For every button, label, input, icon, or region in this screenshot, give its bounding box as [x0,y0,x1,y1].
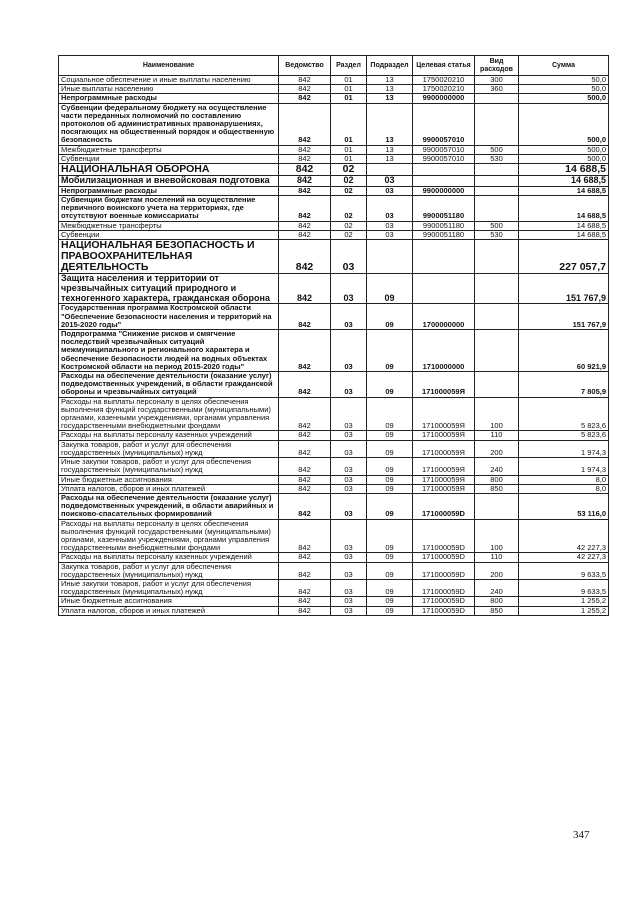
cell-sum: 5 823,6 [519,431,609,440]
cell-section: 02 [331,221,367,230]
header-target: Целевая статья [413,56,475,76]
table-row [59,562,609,579]
cell-sum: 60 921,9 [519,330,609,372]
cell-section: 03 [331,597,367,606]
cell-type [475,176,519,187]
header-subsection: Подраздел [367,56,413,76]
cell-subsection: 09 [367,562,413,579]
cell-type: 110 [475,431,519,440]
cell-sum: 14 688,5 [519,186,609,195]
header-type: Вид расходов [475,56,519,76]
cell-dept: 842 [279,154,331,163]
cell-target: 9900051180 [413,230,475,239]
cell-section: 02 [331,196,367,222]
cell-dept: 842 [279,186,331,195]
cell-sum: 7 805,9 [519,372,609,398]
cell-type: 100 [475,519,519,553]
cell-type [475,196,519,222]
table-row [59,553,609,562]
cell-type: 100 [475,397,519,431]
cell-sum: 50,0 [519,85,609,94]
table-row [59,372,609,398]
header-sum: Сумма [519,56,609,76]
cell-section: 03 [331,240,367,274]
cell-name: Государственная программа Костромской области "Обеспечение безопасности населения и территорий на 2015-2020 годы" [59,304,279,330]
cell-name: НАЦИОНАЛЬНАЯ ОБОРОНА [59,164,279,176]
cell-dept: 842 [279,76,331,85]
cell-dept: 842 [279,475,331,484]
cell-sum: 14 688,5 [519,221,609,230]
table-row [59,94,609,103]
cell-subsection: 13 [367,76,413,85]
cell-subsection: 09 [367,597,413,606]
cell-target: 171000059Я [413,484,475,493]
budget-sheet [58,55,608,616]
cell-type [475,164,519,176]
cell-sum: 5 823,6 [519,397,609,431]
cell-subsection: 09 [367,606,413,615]
cell-subsection: 13 [367,85,413,94]
cell-subsection [367,164,413,176]
cell-sum: 500,0 [519,154,609,163]
cell-name: Иные бюджетные ассигнования [59,475,279,484]
cell-name: Субвенции бюджетам поселений на осуществление первичного воинского учета на территориях, где отсутствуют военные комиссариаты [59,196,279,222]
cell-dept: 842 [279,330,331,372]
cell-target: 171000059D [413,597,475,606]
table-row [59,196,609,222]
cell-section: 01 [331,85,367,94]
table-row [59,397,609,431]
cell-subsection: 03 [367,230,413,239]
cell-type [475,103,519,145]
cell-type [475,240,519,274]
cell-target: 9900000000 [413,186,475,195]
cell-subsection: 09 [367,304,413,330]
cell-section: 01 [331,145,367,154]
table-row [59,274,609,304]
header-section: Раздел [331,56,367,76]
cell-subsection: 09 [367,431,413,440]
cell-dept: 842 [279,372,331,398]
cell-dept: 842 [279,553,331,562]
table-row [59,240,609,274]
cell-name: Расходы на выплаты персоналу в целях обеспечения выполнения функций государственными (муниципальными) органами, казенными учреждениями, органами управления государственными внебюджетными фондами [59,519,279,553]
cell-subsection: 09 [367,397,413,431]
table-row [59,145,609,154]
cell-name: Расходы на обеспечение деятельности (оказание услуг) подведомственных учреждений, в области аварийных и поисково-спасательных формирований [59,493,279,519]
cell-sum: 14 688,5 [519,176,609,187]
cell-name: Иные закупки товаров, работ и услуг для обеспечения государственных (муниципальных) нужд [59,458,279,475]
cell-section: 02 [331,230,367,239]
cell-section: 02 [331,186,367,195]
cell-dept: 842 [279,431,331,440]
table-row [59,458,609,475]
cell-subsection [367,240,413,274]
cell-section: 03 [331,440,367,457]
cell-sum: 9 633,5 [519,562,609,579]
cell-subsection: 09 [367,553,413,562]
cell-target: 171000059Я [413,458,475,475]
cell-section: 03 [331,330,367,372]
cell-subsection: 09 [367,519,413,553]
cell-dept: 842 [279,397,331,431]
cell-type: 800 [475,597,519,606]
cell-sum: 42 227,3 [519,553,609,562]
cell-section: 03 [331,579,367,596]
cell-dept: 842 [279,240,331,274]
cell-type: 850 [475,484,519,493]
cell-subsection: 13 [367,94,413,103]
cell-section: 03 [331,475,367,484]
cell-target: 171000059Я [413,372,475,398]
cell-target: 171000059D [413,562,475,579]
cell-target [413,274,475,304]
cell-dept: 842 [279,606,331,615]
cell-sum: 8,0 [519,484,609,493]
cell-section: 02 [331,176,367,187]
cell-dept: 842 [279,597,331,606]
cell-type: 200 [475,562,519,579]
table-row [59,440,609,457]
budget-table [58,55,609,616]
cell-type: 360 [475,85,519,94]
cell-sum: 53 116,0 [519,493,609,519]
cell-target [413,164,475,176]
cell-name: Уплата налогов, сборов и иных платежей [59,606,279,615]
cell-section: 03 [331,304,367,330]
cell-type: 110 [475,553,519,562]
cell-section: 03 [331,274,367,304]
cell-subsection: 09 [367,484,413,493]
cell-sum: 500,0 [519,94,609,103]
cell-name: Межбюджетные трансферты [59,145,279,154]
cell-dept: 842 [279,145,331,154]
cell-name: Расходы на выплаты персоналу в целях обеспечения выполнения функций государственными (муниципальными) органами, казенными учреждениями, органами управления государственными внебюджетными фондами [59,397,279,431]
cell-subsection: 03 [367,196,413,222]
cell-dept: 842 [279,519,331,553]
cell-type [475,274,519,304]
table-body [59,76,609,616]
cell-name: Непрограммные расходы [59,94,279,103]
cell-name: Защита населения и территории от чрезвычайных ситуаций природного и техногенного характера, гражданская оборона [59,274,279,304]
cell-name: Иные бюджетные ассигнования [59,597,279,606]
cell-section: 01 [331,103,367,145]
table-row [59,493,609,519]
cell-target: 9900051180 [413,221,475,230]
cell-type: 530 [475,154,519,163]
header-dept: Ведомство [279,56,331,76]
cell-name: Иные закупки товаров, работ и услуг для обеспечения государственных (муниципальных) нужд [59,579,279,596]
cell-dept: 842 [279,85,331,94]
cell-sum: 500,0 [519,145,609,154]
cell-subsection: 09 [367,493,413,519]
cell-section: 03 [331,553,367,562]
cell-target: 9900000000 [413,94,475,103]
cell-type: 300 [475,76,519,85]
table-row [59,431,609,440]
table-row [59,475,609,484]
cell-subsection: 03 [367,221,413,230]
cell-name: Закупка товаров, работ и услуг для обеспечения государственных (муниципальных) нужд [59,440,279,457]
cell-dept: 842 [279,493,331,519]
table-row [59,606,609,615]
cell-target: 171000059D [413,579,475,596]
cell-subsection: 13 [367,145,413,154]
table-row [59,597,609,606]
cell-target: 171000059Я [413,397,475,431]
header-name: Наименование [59,56,279,76]
cell-dept: 842 [279,579,331,596]
cell-section: 02 [331,164,367,176]
cell-section: 03 [331,458,367,475]
cell-section: 01 [331,154,367,163]
cell-name: Закупка товаров, работ и услуг для обеспечения государственных (муниципальных) нужд [59,562,279,579]
cell-name: НАЦИОНАЛЬНАЯ БЕЗОПАСНОСТЬ И ПРАВООХРАНИТЕЛЬНАЯ ДЕЯТЕЛЬНОСТЬ [59,240,279,274]
cell-target: 171000059Я [413,431,475,440]
cell-type: 200 [475,440,519,457]
table-row [59,103,609,145]
cell-target: 9900057010 [413,103,475,145]
cell-sum: 500,0 [519,103,609,145]
cell-name: Подпрограмма "Снижение рисков и смягчение последствий чрезвычайных ситуаций межмуниципального и регионального характера и обеспечение безопасности людей на водных объектах Костромской области на период 2015-2020 годы" [59,330,279,372]
cell-type [475,94,519,103]
cell-subsection: 03 [367,186,413,195]
cell-section: 03 [331,372,367,398]
cell-type [475,493,519,519]
table-header-row [59,56,609,76]
cell-section: 03 [331,484,367,493]
table-row [59,221,609,230]
cell-target: 171000059D [413,606,475,615]
cell-subsection: 09 [367,274,413,304]
cell-sum: 1 255,2 [519,606,609,615]
cell-dept: 842 [279,274,331,304]
cell-dept: 842 [279,230,331,239]
cell-dept: 842 [279,484,331,493]
cell-sum: 1 974,3 [519,440,609,457]
cell-dept: 842 [279,562,331,579]
cell-sum: 227 057,7 [519,240,609,274]
cell-subsection: 09 [367,475,413,484]
cell-name: Мобилизационная и вневойсковая подготовка [59,176,279,187]
cell-target [413,240,475,274]
cell-name: Субвенции [59,154,279,163]
cell-section: 01 [331,94,367,103]
cell-type [475,304,519,330]
cell-target [413,176,475,187]
cell-type: 530 [475,230,519,239]
cell-name: Расходы на выплаты персоналу казенных учреждений [59,553,279,562]
cell-type [475,372,519,398]
cell-type [475,186,519,195]
cell-target: 1750020210 [413,76,475,85]
cell-sum: 151 767,9 [519,274,609,304]
cell-subsection: 09 [367,458,413,475]
cell-sum: 14 688,5 [519,230,609,239]
cell-name: Субвенции [59,230,279,239]
cell-name: Субвенции федеральному бюджету на осуществление части переданных полномочий по составлению протоколов об административных правонарушениях, посягающих на общественный порядок и общественную безопасность [59,103,279,145]
cell-subsection: 09 [367,330,413,372]
cell-name: Уплата налогов, сборов и иных платежей [59,484,279,493]
cell-section: 03 [331,397,367,431]
cell-dept: 842 [279,176,331,187]
cell-sum: 8,0 [519,475,609,484]
cell-target: 9900051180 [413,196,475,222]
cell-dept: 842 [279,304,331,330]
cell-section: 03 [331,562,367,579]
cell-sum: 50,0 [519,76,609,85]
cell-sum: 1 255,2 [519,597,609,606]
cell-section: 03 [331,431,367,440]
cell-type: 500 [475,221,519,230]
cell-dept: 842 [279,164,331,176]
cell-target: 9900057010 [413,154,475,163]
cell-target: 1700000000 [413,304,475,330]
cell-target: 9900057010 [413,145,475,154]
cell-type [475,330,519,372]
cell-sum: 14 688,5 [519,164,609,176]
cell-type: 850 [475,606,519,615]
cell-section: 01 [331,76,367,85]
table-row [59,519,609,553]
cell-name: Социальное обеспечение и иные выплаты населению [59,76,279,85]
cell-target: 171000059D [413,519,475,553]
table-row [59,164,609,176]
cell-subsection: 03 [367,176,413,187]
cell-sum: 42 227,3 [519,519,609,553]
cell-sum: 151 767,9 [519,304,609,330]
cell-subsection: 09 [367,579,413,596]
cell-sum: 9 633,5 [519,579,609,596]
cell-dept: 842 [279,94,331,103]
cell-subsection: 09 [367,372,413,398]
cell-name: Непрограммные расходы [59,186,279,195]
cell-dept: 842 [279,103,331,145]
table-row [59,330,609,372]
cell-section: 03 [331,519,367,553]
cell-dept: 842 [279,221,331,230]
cell-target: 1710000000 [413,330,475,372]
cell-name: Межбюджетные трансферты [59,221,279,230]
cell-dept: 842 [279,440,331,457]
cell-target: 171000059Я [413,475,475,484]
cell-name: Расходы на обеспечение деятельности (оказание услуг) подведомственных учреждений, в области гражданской обороны и чрезвычайных ситуаций [59,372,279,398]
cell-target: 171000059Я [413,440,475,457]
cell-name: Иные выплаты населению [59,85,279,94]
cell-sum: 14 688,5 [519,196,609,222]
cell-dept: 842 [279,458,331,475]
cell-type: 240 [475,579,519,596]
cell-type: 800 [475,475,519,484]
table-row [59,304,609,330]
cell-type: 240 [475,458,519,475]
table-row [59,579,609,596]
cell-target: 171000059D [413,493,475,519]
cell-subsection: 13 [367,103,413,145]
page-number: 347 [573,829,590,841]
cell-subsection: 09 [367,440,413,457]
cell-section: 03 [331,606,367,615]
cell-subsection: 13 [367,154,413,163]
cell-type: 500 [475,145,519,154]
cell-sum: 1 974,3 [519,458,609,475]
table-row [59,176,609,187]
cell-dept: 842 [279,196,331,222]
cell-name: Расходы на выплаты персоналу казенных учреждений [59,431,279,440]
cell-target: 171000059D [413,553,475,562]
cell-section: 03 [331,493,367,519]
cell-target: 1750020210 [413,85,475,94]
